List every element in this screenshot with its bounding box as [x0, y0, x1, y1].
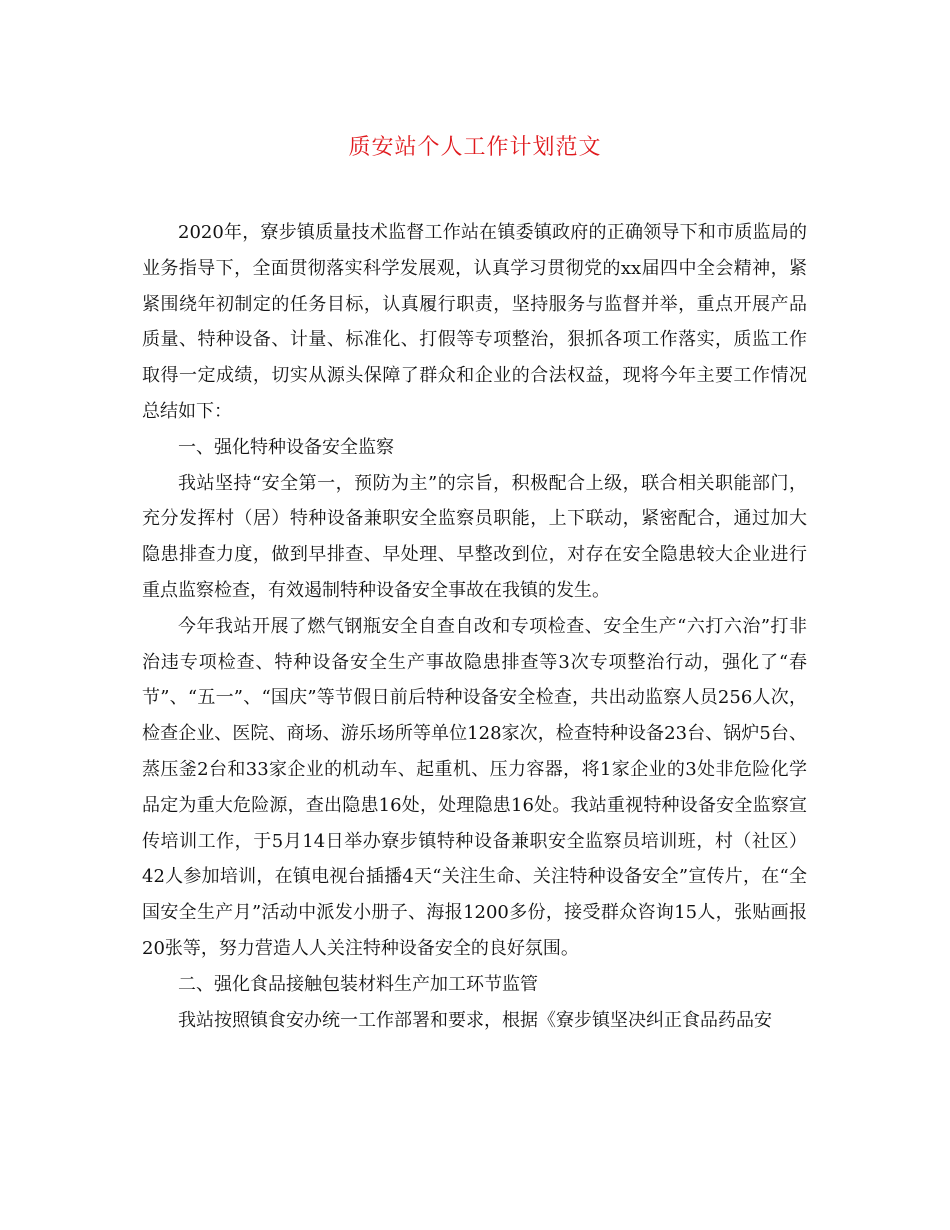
- document-title: 质安站个人工作计划范文: [348, 135, 602, 160]
- section-heading-2: 二、强化食品接触包装材料生产加工环节监管: [178, 973, 538, 995]
- paragraph-section-1-b: 今年我站开展了燃气钢瓶安全自查自改和专项检查、安全生产“六打六治”打非治违专项检查、特种设备安全生产事故隐患排查等3次专项整治行动，强化了“春节”、“五一”、“国庆”等节假日前后特种设备安全检查，共出动监察人员256人次，检查企业、医院、商场、游乐场所等单位128家次，检查特种设备23台、锅炉5台、蒸压釜2台和33家企业的机动车、起重机、压力容器，将1家企业的3处非危险化学品定为重大危险源，查出隐患16处，处理隐患16处。我站重视特种设备安全监察宣传培训工作，于5月14日举办寮步镇特种设备兼职安全监察员培训班，村（社区）42人参加培训，在镇电视台插播4天“关注生命、关注特种设备安全”宣传片，在“全国安全生产月”活动中派发小册子、海报1200多份，接受群众咨询15人，张贴画报20张等，努力营造人人关注特种设备安全的良好氛围。: [142, 615, 807, 959]
- paragraph-intro: 2020年，寮步镇质量技术监督工作站在镇委镇政府的正确领导下和市质监局的业务指导下，全面贯彻落实科学发展观，认真学习贯彻党的xx届四中全会精神，紧紧围绕年初制定的任务目标，认真履行职责，坚持服务与监督并举，重点开展产品质量、特种设备、计量、标准化、打假等专项整治，狠抓各项工作落实，质监工作取得一定成绩，切实从源头保障了群众和企业的合法权益，现将今年主要工作情况总结如下：: [142, 222, 807, 422]
- paragraph-section-1-a: 我站坚持“安全第一，预防为主”的宗旨，积极配合上级，联合相关职能部门，充分发挥村（居）特种设备兼职安全监察员职能，上下联动，紧密配合，通过加大隐患排查力度，做到早排查、早处理、早整改到位，对存在安全隐患较大企业进行重点监察检查，有效遏制特种设备安全事故在我镇的发生。: [142, 472, 807, 601]
- document-body: [142, 215, 807, 1038]
- paragraph-section-2-a: 我站按照镇食安办统一工作部署和要求，根据《寮步镇坚决纠正食品药品安: [178, 1009, 772, 1031]
- section-heading-1: 一、强化特种设备安全监察: [178, 436, 394, 458]
